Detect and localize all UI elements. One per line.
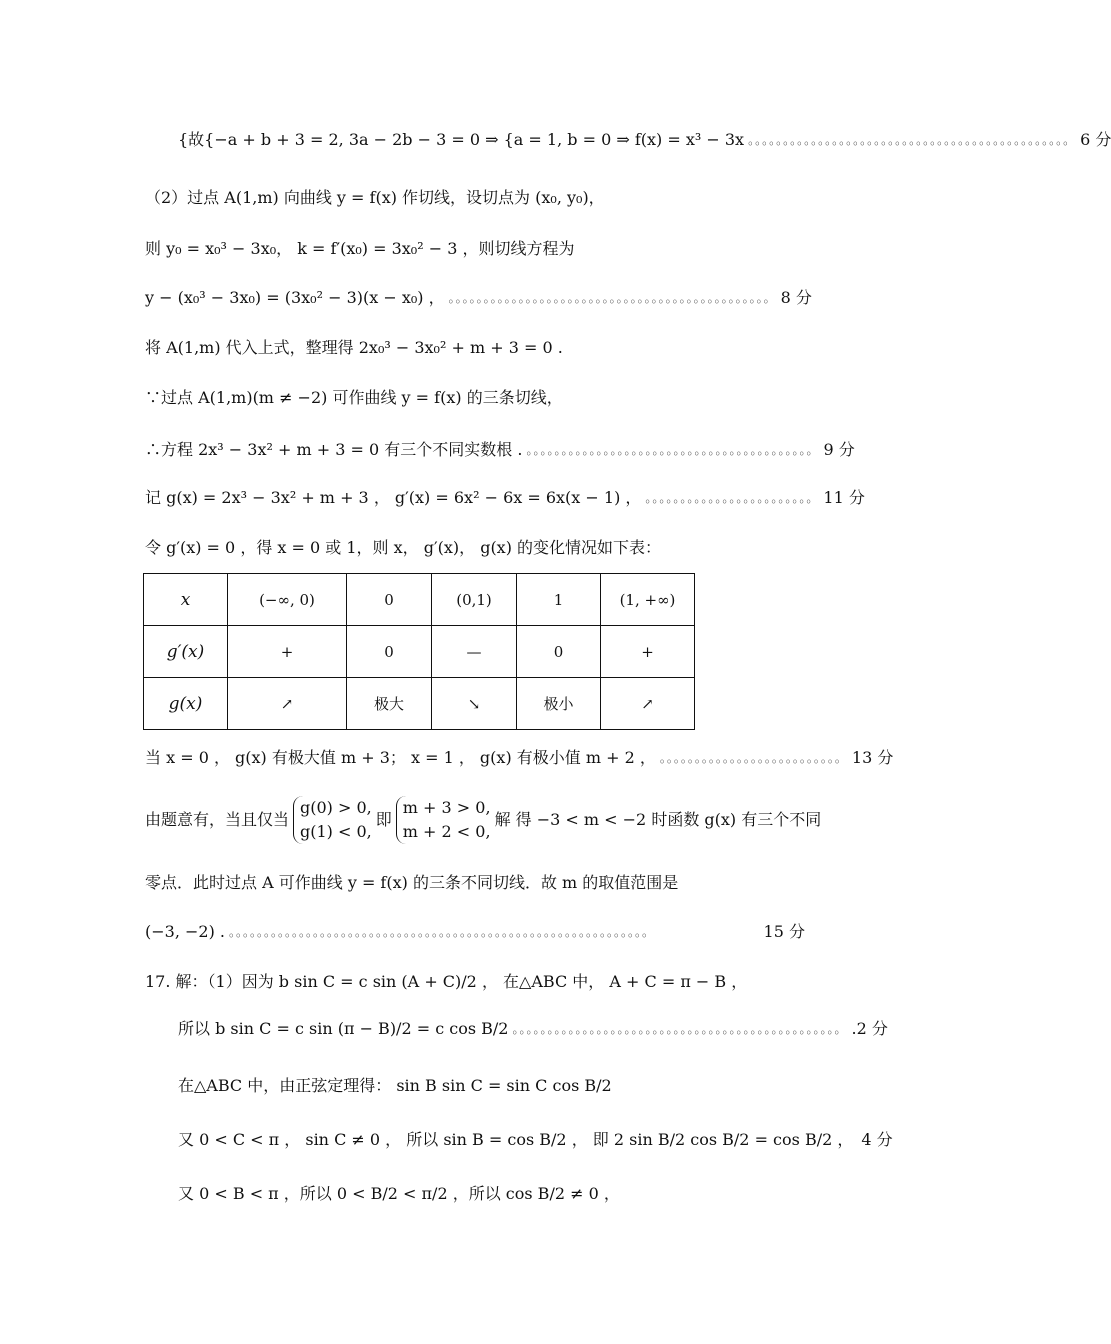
- leader-dots: 。。。。。。。。。。。。。。。。。。。。。。。。。。。。。。。。。。。。。。。。。。。。。。: [748, 133, 1077, 147]
- table-row-function: [144, 678, 695, 730]
- leader-dots: 。。。。。。。。。。。。。。。。。。。。。。。。。。。。。。。。。。。。。。。。。。。。。。: [448, 291, 777, 305]
- score-label: .2 分: [851, 1019, 888, 1038]
- score-label: 6 分: [1080, 130, 1111, 149]
- solution-line-11: [145, 486, 865, 510]
- table-cell: ↗: [228, 678, 347, 730]
- system-row: m + 2 < 0,: [402, 822, 491, 841]
- table-cell: g(x): [144, 678, 228, 730]
- score-label: 13 分: [851, 748, 894, 767]
- system-row: g(1) < 0,: [300, 822, 372, 841]
- line-text: 所以 b sin C = c sin (π − B)/2 = c cos B/2: [178, 1019, 509, 1038]
- line-text: 又 0 < B < π ，所以 0 < B/2 < π/2 ，所以 cos B/2 ≠ 0 ，: [178, 1184, 620, 1203]
- problem-17-line-4: [178, 1128, 893, 1152]
- line-text: 当 x = 0 ， g(x) 有极大值 m + 3； x = 1 ， g(x) 有极小值 m + 2 ，: [145, 748, 656, 767]
- line-text: 则 y₀ = x₀³ − 3x₀， k = f′(x₀) = 3x₀² − 3 ，则切线方程为: [145, 239, 575, 258]
- line-text: 17. 解：（1）因为 b sin C = c sin (A + C)/2 ， 在△ABC 中， A + C = π − B ，: [145, 972, 748, 991]
- line-text: 令 g′(x) = 0 ，得 x = 0 或 1，则 x， g′(x)， g(x) 的变化情况如下表：: [145, 538, 662, 557]
- solution-line: [145, 186, 805, 210]
- line-text: ∴方程 2x³ − 3x² + m + 3 = 0 有三个不同实数根 .: [145, 440, 523, 459]
- score-label: 11 分: [823, 488, 865, 507]
- system-row: g(0) > 0,: [300, 798, 372, 817]
- line-text: 将 A(1,m) 代入上式，整理得 2x₀³ − 3x₀² + m + 3 = 0 .: [145, 338, 563, 357]
- solution-line-9: [145, 438, 855, 462]
- solution-line: [145, 336, 805, 360]
- table-cell: 极小: [517, 678, 601, 730]
- solution-line-13: [145, 746, 894, 770]
- table-cell: g′(x): [144, 626, 228, 678]
- solution-line-condition: [145, 790, 822, 850]
- solution-line: [145, 386, 805, 410]
- table-cell: +: [228, 626, 347, 678]
- problem-17-line: [178, 1074, 805, 1098]
- score-label: 4 分: [861, 1130, 893, 1149]
- solution-line-15: [145, 920, 805, 944]
- line-text: 即: [375, 810, 392, 829]
- problem-17-line: [145, 970, 805, 994]
- solution-line: [145, 237, 805, 261]
- table-cell: (−∞, 0): [228, 574, 347, 626]
- line-text: 零点．此时过点 A 可作曲线 y = f(x) 的三条不同切线．故 m 的取值范围是: [145, 873, 679, 892]
- line-text: (−3, −2) .: [145, 922, 225, 941]
- table-cell: +: [601, 626, 695, 678]
- leader-dots: 。。。。。。。。。。。。。。。。。。。。。。。。。。。。。。。。。。。。。。。。。。。。。。。: [512, 1022, 848, 1036]
- line-text: ∵过点 A(1,m)(m ≠ −2) 可作曲线 y = f(x) 的三条切线，: [145, 388, 563, 407]
- line-text: 由题意有，当且仅当: [145, 810, 290, 829]
- table-cell: ↘: [432, 678, 517, 730]
- solution-line: [145, 536, 805, 560]
- problem-17-line-2: [178, 1017, 888, 1041]
- line-text: 记 g(x) = 2x³ − 3x² + m + 3 ， g′(x) = 6x² − 6x = 6x(x − 1) ，: [145, 488, 642, 507]
- solution-line: [145, 871, 805, 895]
- table-cell: x: [144, 574, 228, 626]
- line-text: 解 得 −3 < m < −2 时函数 g(x) 有三个不同: [494, 810, 822, 829]
- table-cell: 1: [517, 574, 601, 626]
- solution-line-6: [178, 128, 1111, 152]
- table-cell: (0,1): [432, 574, 517, 626]
- leader-dots: 。。。。。。。。。。。。。。。。。。。。。。。。。。。。。。。。。。。。。。。。。: [526, 443, 820, 457]
- solution-line-8: [145, 286, 812, 310]
- table-cell: 0: [347, 626, 432, 678]
- inequality-system-g: [293, 796, 372, 844]
- score-label: 9 分: [823, 440, 855, 459]
- leader-dots: 。。。。。。。。。。。。。。。。。。。。。。。。。。。。。。。。。。。。。。。。。。。。。。。。。。。。。。。。。。。。: [229, 925, 656, 939]
- table-cell: —: [432, 626, 517, 678]
- line-text: 又 0 < C < π ， sin C ≠ 0 ， 所以 sin B = cos B/2 ， 即 2 sin B/2 cos B/2 = cos B/2 ，: [178, 1130, 854, 1149]
- score-label: 8 分: [780, 288, 812, 307]
- leader-dots: 。。。。。。。。。。。。。。。。。。。。。。。。: [645, 491, 820, 505]
- variation-table: [143, 573, 695, 730]
- table-cell: 0: [347, 574, 432, 626]
- table-row-x: [144, 574, 695, 626]
- inequality-system-m: [396, 796, 491, 844]
- table-cell: 0: [517, 626, 601, 678]
- table-cell: (1, +∞): [601, 574, 695, 626]
- problem-17-line: [178, 1182, 805, 1206]
- table-cell: ↗: [601, 678, 695, 730]
- line-text: 在△ABC 中，由正弦定理得： sin B sin C = sin C cos B/2: [178, 1076, 612, 1095]
- table-cell: 极大: [347, 678, 432, 730]
- leader-dots: 。。。。。。。。。。。。。。。。。。。。。。。。。。: [659, 751, 848, 765]
- line-text: y − (x₀³ − 3x₀) = (3x₀² − 3)(x − x₀) ，: [145, 288, 445, 307]
- line-text: （2）过点 A(1,m) 向曲线 y = f(x) 作切线，设切点为 (x₀, y₀)，: [145, 188, 605, 207]
- table-row-derivative: [144, 626, 695, 678]
- score-label: 15 分: [763, 922, 805, 941]
- line-text: {故{−a + b + 3 = 2, 3a − 2b − 3 = 0 ⇒ {a = 1, b = 0 ⇒ f(x) = x³ − 3x: [178, 130, 745, 149]
- system-row: m + 3 > 0,: [402, 798, 491, 817]
